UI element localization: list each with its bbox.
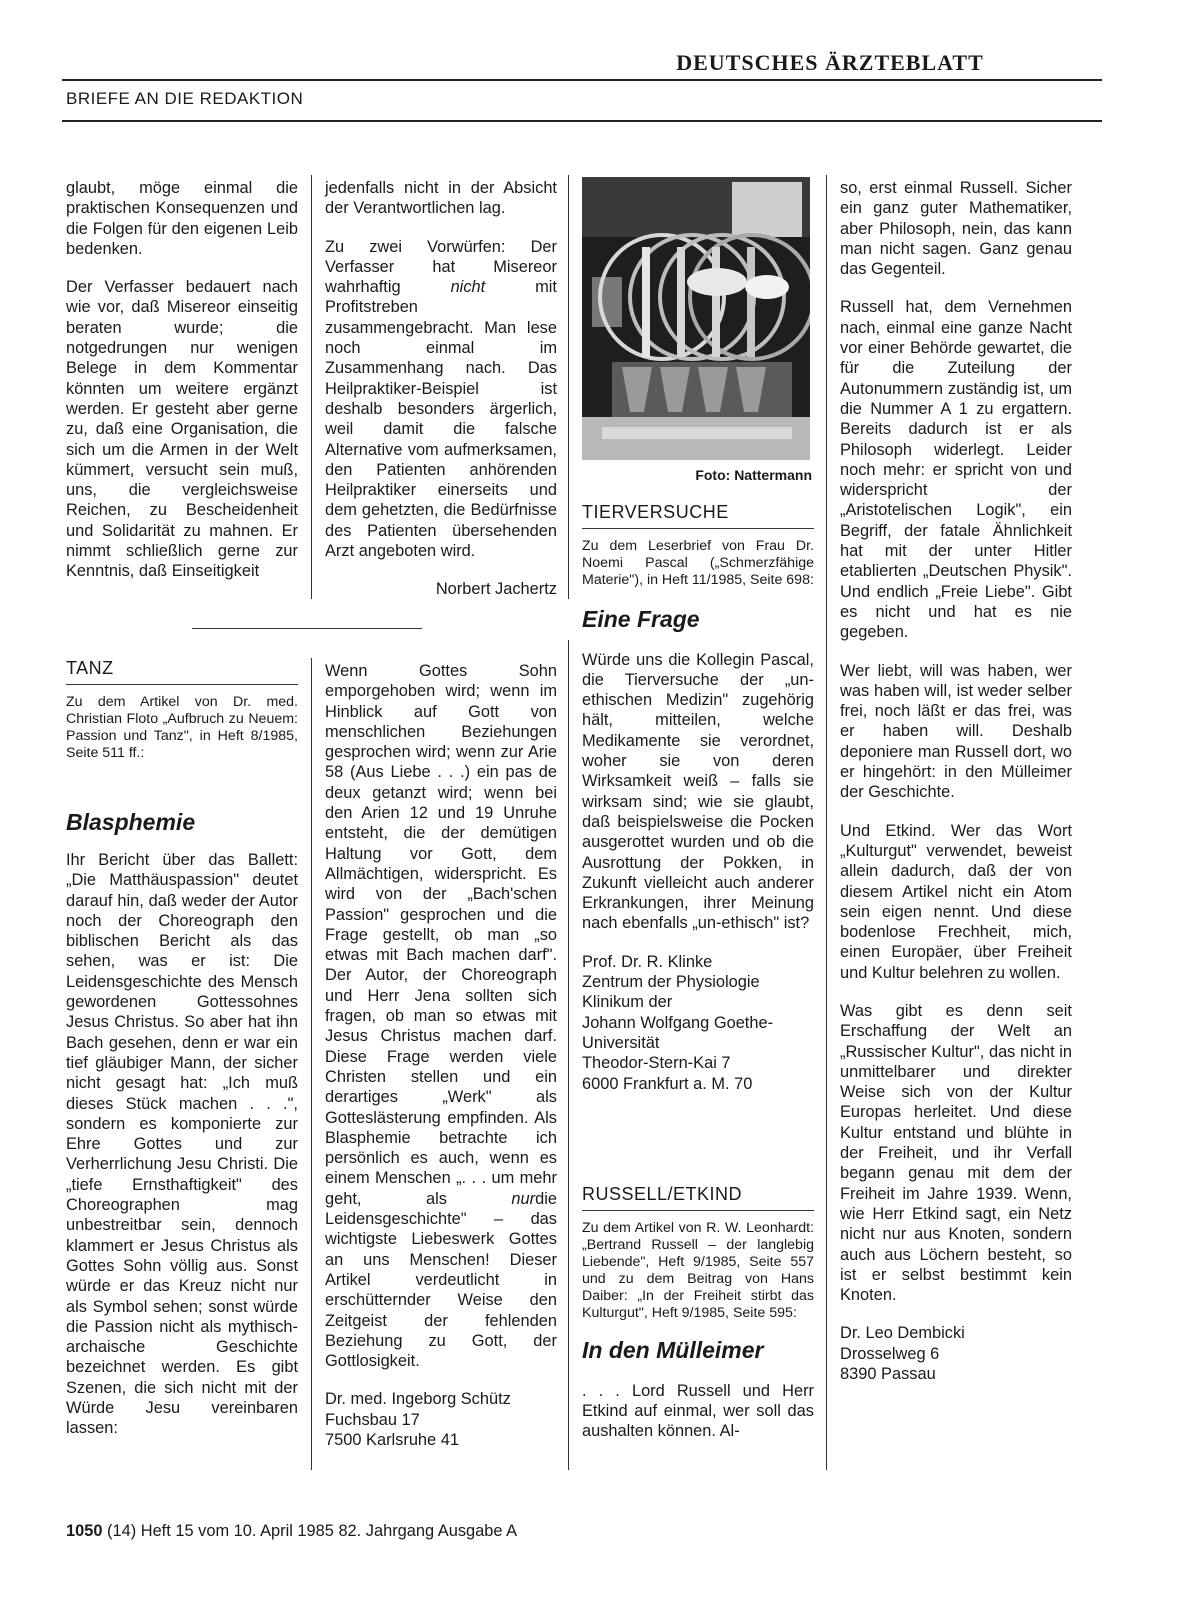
paragraph: Wer liebt, will was haben, wer was haben will, ist weder selber frei, noch läßt er das frei, was er haben will. Deshalb deponiere man Russell dort, wo er hingehört: in den Mülleimer der Geschichte. <box>840 661 1072 802</box>
emphasis: nur <box>511 1189 536 1208</box>
tierversuche-heading: TIERVERSUCHE <box>582 502 729 522</box>
tanz-body-col1 <box>66 850 298 1439</box>
tierversuche-intro: Zu dem Leserbrief von Frau Dr. Noemi Pascal („Schmerzfähige Materie"), in Heft 11/1985, Seite 698: <box>582 538 814 589</box>
tanz-intro: Zu dem Artikel von Dr. med. Christian Floto „Aufbruch zu Neuem: Passion und Tanz", in Heft 8/1985, Seite 511 ff.: <box>66 694 298 762</box>
paragraph: Was gibt es denn seit Erschaffung der Welt an „Russischer Kultur", das nicht in unmittelbarer und direkter Weise sich von der Kultur Europas herleitet. Und diese Kultur entstand und blühte in der Freiheit, und ihr Verfall begann genau mit dem der Freiheit im Jahre 1939. Wenn, wie Herr Etkind sagt, ein Netz nicht nur aus Knoten, sondern auch aus Löchern besteht, so ist er selbst bestimmt kein Knoten. <box>840 1001 1072 1305</box>
paragraph: Der Verfasser bedauert nach wie vor, daß Misereor einseitig beraten wurde; die notgedrungen nur wenigen Belege in dem Kommentar könnten um weitere ergänzt werden. Er gesteht aber gerne zu, daß eine Organisation, die sich um die Armen in der Welt kümmert, versucht sein muß, uns, die vergleichsweise Reichen, zu Bescheidenheit und Solidarität zu mahnen. Er nimmt schließlich gerne zur Kenntnis, daß Einseitigkeit <box>66 278 298 581</box>
russell-heading: RUSSELL/ETKIND <box>582 1184 743 1204</box>
paragraph: Wenn Gottes Sohn emporgehoben wird; wenn im Hinblick auf Gott von menschlichen Beziehungen gesprochen wird; wenn zur Arie 58 (Aus Liebe . . .) ein pas de deux getanzt wird; wenn bei den Arien 12 und 19 Unruhe entsteht, die der demütigen Haltung vor Gott, dem Allmächtigen, widerspricht. Es wird von der „Bach'schen Passion" gesprochen und die Frage gestellt, ob man „so etwas mit Bach machen darf". Der Autor, der Choreograph und Herr Jena sollten sich fragen, ob man so etwas mit Jesus Christus machen darf. Diese Frage werden viele Christen stellen und ein derartiges „Werk" als Gotteslästerung empfinden. Als Blasphemie betrachte ich persönlich es auch, wenn es einem Menschen „. . . um mehr geht, als nurdie Leidensgeschichte" – das wichtigste Liebeswerk Gottes an uns Menschen! Dieser Artikel verdeutlicht in erschütternder Weise den Zeitgeist der fehlenden Beziehung zu Gott, der Gottlosigkeit. <box>325 662 557 1371</box>
column-divider <box>568 640 569 1470</box>
column-divider <box>826 175 827 1470</box>
russell-intro: Zu dem Artikel von R. W. Leonhardt: „Bertrand Russell – der langlebig Liebende", Heft 9/1985, Seite 557 und zu dem Beitrag von Hans Daiber: „In der Freiheit stirbt das Kulturgut", Heft 9/1985, Seite 595: <box>582 1220 814 1322</box>
tierversuche-section <box>582 502 814 1094</box>
tierversuche-address: Prof. Dr. R. Klinke Zentrum der Physiologie Klinikum der Johann Wolfgang Goethe- Universität Theodor-Stern-Kai 7 6000 Frankfurt a. M. 70 <box>582 952 774 1093</box>
photo-animal-test-apparatus <box>582 177 810 460</box>
column-divider <box>311 175 312 599</box>
paragraph: Ihr Bericht über das Ballett: „Die Matthäuspassion" deutet darauf hin, daß weder der Autor noch der Choreograph den biblischen Bericht als das sehen, was er ist: Die Leidensgeschichte des Mensch gewordenen Gottessohnes Jesus Christus. So aber hat ihn Bach gesehen, denn er war ein tief gläubiger Mann, der sicher nicht gesagt hat: „Ich muß dieses Stück machen . . .", sondern es komponierte zur Ehre Gottes und zur Verherrlichung Jesu Christi. Die „tiefe Ernsthaftigkeit" des Choreographen mag unbestreitbar sein, dennoch klammert er Jesus Christus als Gottes Sohn völlig aus. Sonst würde er das Kreuz nicht nur als Symbol sehen; sonst würde die Passion nicht als mythisch-archaische Geschichte bezeichnet werden. Es gibt Szenen, die sich nicht mit der Würde Jesu vereinbaren lassen: <box>66 851 298 1438</box>
signature: Norbert Jachertz <box>435 580 557 599</box>
tanz-address: Dr. med. Ingeborg Schütz Fuchsbau 17 7500 Karlsruhe 41 <box>325 1390 511 1449</box>
heading-underline <box>66 684 298 685</box>
paragraph: Und Etkind. Wer das Wort „Kulturgut" verwendet, beweist allein dadurch, daß der von diesem Artikel nicht ein Atom sein eigen nennt. Und diese bodenlose Frechheit, mich, einen Europäer, über Freiheit und Kultur belehren zu wollen. <box>840 821 1072 982</box>
tanz-heading: TANZ <box>66 658 114 678</box>
col2-top-text <box>325 178 557 600</box>
header-rule <box>62 79 1102 81</box>
footer-issue-info: (14) Heft 15 vom 10. April 1985 82. Jahrgang Ausgabe A <box>107 1522 518 1540</box>
russell-address: Dr. Leo Dembicki Drosselweg 6 8390 Passau <box>840 1324 965 1384</box>
column-divider <box>568 175 569 599</box>
paragraph: jedenfalls nicht in der Absicht der Verantwortlichen lag. <box>325 179 557 218</box>
col4-text <box>840 178 1072 1384</box>
heading-underline <box>582 1210 814 1211</box>
paragraph: glaubt, möge einmal die praktischen Konsequenzen und die Folgen für den eigenen Leib bedenken. <box>66 179 298 258</box>
paragraph: Zu zwei Vorwürfen: Der Verfasser hat Misereor wahrhaftig nicht mit Profitstreben zusammengebracht. Man lese noch einmal im Zusammenhang nach. Das Heilpraktiker-Beispiel ist deshalb besonders ärgerlich, weil damit die falsche Alternative vom aufmerksamen, den Patienten anhörenden Heilpraktiker einerseits und dem gehetzten, die Bedürfnisse des Patienten übersehenden Arzt angeboten wird. <box>325 237 557 561</box>
emphasis: nicht <box>450 278 486 297</box>
tierversuche-title: Eine Frage <box>582 606 700 633</box>
header-rule-lower <box>62 120 1102 122</box>
page-footer <box>66 1522 517 1541</box>
page-number: 1050 <box>66 1522 103 1540</box>
section-label: BRIEFE AN DIE REDAKTION <box>66 89 304 108</box>
tanz-title: Blasphemie <box>66 809 196 836</box>
column-divider <box>311 658 312 1470</box>
photo-caption: Foto: Nattermann <box>695 467 812 483</box>
paragraph: Würde uns die Kollegin Pascal, die Tierversuche der „un-ethischen Medizin" zugehörig hält, mitteilen, welche Medikamente sie verordnet, woher sie von deren Wirksamkeit weiß – falls sie wirksam sind; wie sie glaubt, daß beispielsweise die Pocken ausgerottet wurden und ob die Ausrottung der Pokken, in Zukunft vielleicht auch anderer Erkrankungen, ihrer Meinung nach ebenfalls „un-ethisch" ist? <box>582 650 814 933</box>
tanz-header <box>66 658 298 836</box>
section-divider <box>192 628 422 629</box>
paragraph: Russell hat, dem Vernehmen nach, einmal eine ganze Nacht vor einer Behörde gewartet, die für die Zuteilung der Autonummern zuständig ist, um die Nummer A 1 zu ergattern. Bereits dadurch ist er als Philosoph widerlegt. Leider noch mehr: er spricht von und widerspricht der „Aristotelischen Logik", ein Begriff, der fatale Ähnlichkeit hat mit der unter Hitler etablierten „Deutschen Physik". Und endlich „Freie Liebe". Gibt es nicht und hat es nie gegeben. <box>840 298 1072 642</box>
paragraph: so, erst einmal Russell. Sicher ein ganz guter Mathematiker, aber Philosoph, nein, das kann man nicht sagen. Ganz genau das Gegenteil. <box>840 179 1072 279</box>
photo-drawing <box>582 177 810 460</box>
col1-top-text <box>66 178 298 582</box>
russell-section <box>582 1184 814 1441</box>
tanz-body-col2 <box>325 661 557 1450</box>
russell-title: In den Mülleimer <box>582 1337 764 1364</box>
masthead: DEUTSCHES ÄRZTEBLATT <box>676 50 984 75</box>
heading-underline <box>582 528 814 529</box>
paragraph: . . . Lord Russell und Herr Etkind auf einmal, wer soll das aushalten können. Al- <box>582 1381 814 1441</box>
